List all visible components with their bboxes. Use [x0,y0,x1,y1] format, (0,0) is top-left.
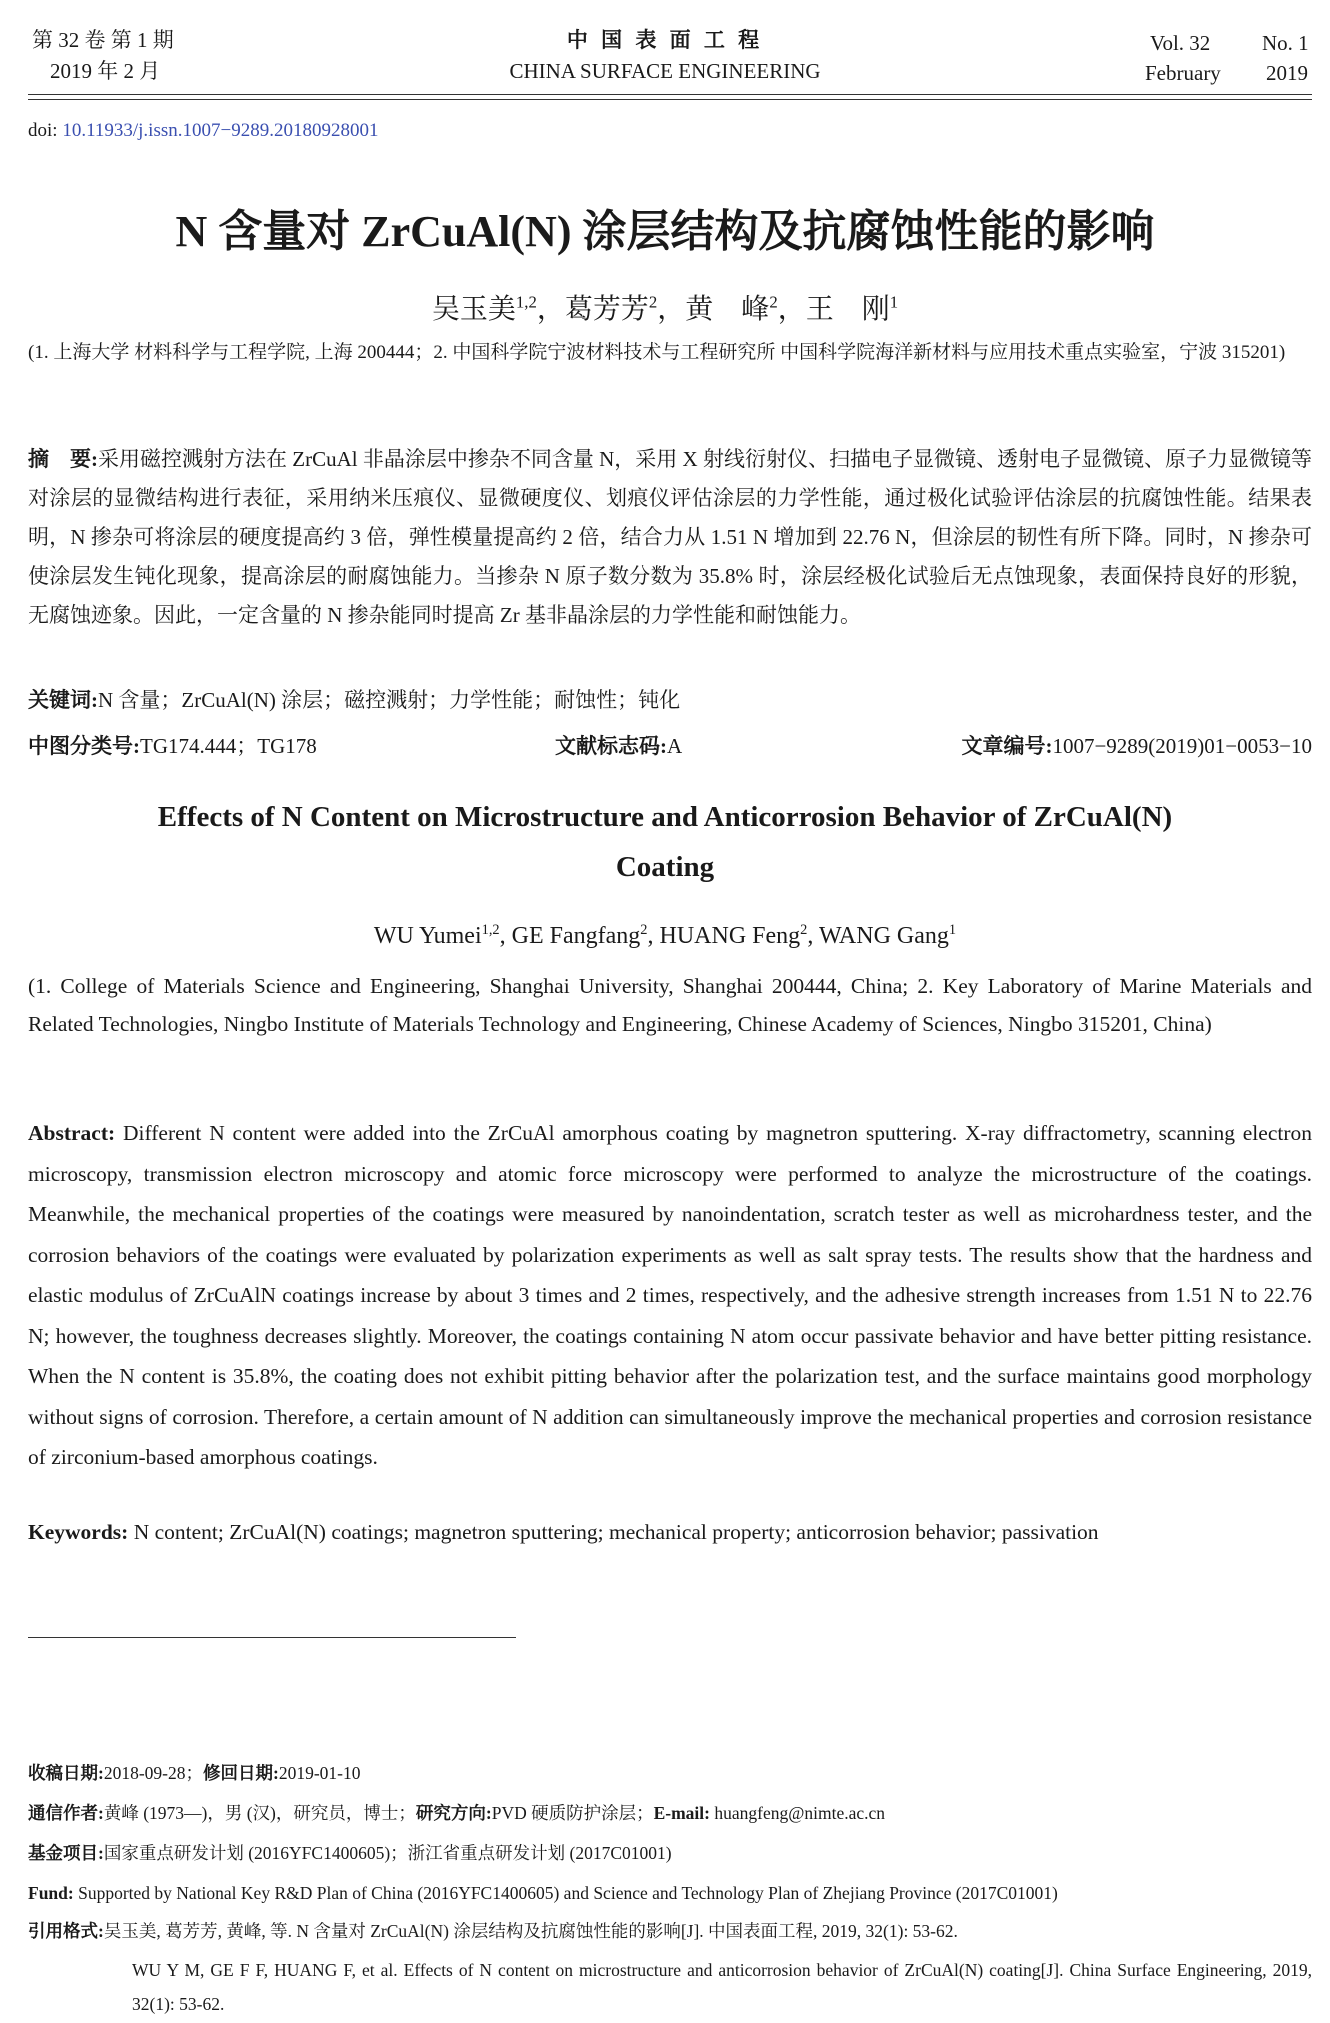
fund-cn-label: 基金项目: [28,1843,104,1863]
cite-cn-text: 吴玉美, 葛芳芳, 黄峰, 等. N 含量对 ZrCuAl(N) 涂层结构及抗腐蚀性能的影响[J]. 中国表面工程, 2019, 32(1): 53-62. [103,1921,958,1941]
author: 黄 峰 [685,294,770,325]
title-cn: N 含量对 ZrCuAl(N) 涂层结构及抗腐蚀性能的影响 [175,207,1155,256]
fund-cn-text: 国家重点研发计划 (2016YFC1400605)；浙江省重点研发计划 (2017C01001) [103,1843,672,1863]
doi [28,120,378,142]
email-link[interactable]: huangfeng@nimte.ac.cn [714,1803,886,1823]
document-code [555,730,682,760]
revised-label: 修回日期: [202,1763,279,1783]
author-sup: 1 [948,922,957,938]
article-label: 文章编号: [961,734,1053,758]
doi-label: doi: [28,120,58,141]
cite-label: 引用格式: [28,1921,104,1941]
received-date: 2018-09-28； [103,1763,203,1783]
author: 吴玉美 [431,294,516,325]
clc-number [28,730,317,760]
field-text: PVD 硬质防护涂层； [491,1803,654,1823]
journal-name-en: CHINA SURFACE ENGINEERING [509,59,821,83]
revised-date: 2019-01-10 [278,1763,361,1783]
abstract-en [28,1113,1312,1478]
header-rule [28,94,1312,95]
citation-en: WU Y M, GE F F, HUANG F, et al. Effects of N content on microstructure and anticorrosion behavior of ZrCuAl(N) coating[J]. China Surface Engineering, 2019, 32(1): 53-62. [132,1960,1312,2014]
authors-cn: 吴玉美$^{1,2}$，葛芳芳$^2$，黄 峰$^2$，王 刚$^1$ [431,292,899,325]
keywords-cn-label: 关键词: [28,688,98,712]
authors-en: WU Yumei$^{1,2}$, GE Fangfang$^2$, HUANG Feng$^2$, WANG Gang$^1$ [373,922,957,949]
corr-text: 黄峰 (1973—)，男 (汉)，研究员，博士； [103,1803,416,1823]
citation-cn [28,1918,1312,1944]
keywords-cn-text: N 含量；ZrCuAl(N) 涂层；磁控溅射；力学性能；耐蚀性；钝化 [98,688,681,712]
author: 葛芳芳 [564,294,649,325]
author-sup: 1,2 [481,922,500,938]
fund-en [28,1880,1312,1906]
doc-label: 文献标志码: [555,734,667,758]
header-rule-2 [28,99,1312,100]
doi-link[interactable]: 10.11933/j.issn.1007−9289.20180928001 [62,120,379,141]
author-sup: 2 [800,922,808,938]
received-dates [28,1760,1312,1786]
author: 王 刚 [805,294,890,325]
author: HUANG Feng [659,923,801,949]
article-value: 1007−9289(2019)01−0053−10 [1052,734,1312,758]
abstract-cn-text: 采用磁控溅射方法在 ZrCuAl 非晶涂层中掺杂不同含量 N，采用 X 射线衍射仪、扫描电子显微镜、透射电子显微镜、原子力显微镜等对涂层的显微结构进行表征，采用纳米压痕仪、显微硬度仪、划痕仪评估涂层的力学性能，通过极化试验评估涂层的抗腐蚀性能。结果表明，N 掺杂可将涂层的硬度提高约 3 倍，弹性模量提高约 2 倍，结合力从 1.51 N 增加到 22.76 N，但涂层的韧性有所下降。同时，N 掺杂可使涂层发生钝化现象，提高涂层的耐腐蚀能力。当掺杂 N 原子数分数为 35.8% 时，涂层经极化试验后无点蚀现象，表面保持良好的形貌，无腐蚀迹象。因此，一定含量的 N 掺杂能同时提高 Zr 基非晶涂层的力学性能和耐蚀能力。 [28,447,1312,627]
fund-en-label: Fund: [28,1883,74,1903]
clc-label: 中图分类号: [28,734,140,758]
abstract-cn [28,440,1312,635]
abstract-en-text: Different N content were added into the ZrCuAl amorphous coating by magnetron sputtering. X-ray diffractometry, scanning electron microscopy, transmission electron microscopy and atomic force microscopy were performed to analyze the microstructure of the coatings. Meanwhile, the mechanical properties of the coatings were measured by nanoindentation, scratch tester as well as microhardness tester, and the corrosion behaviors of the coatings were evaluated by polarization experiments as well as salt spray tests. The results show that the hardness and elastic modulus of ZrCuAlN coatings increase by about 3 times and 2 times, respectively, and the adhesive strength increases from 1.51 N to 22.76 N; however, the toughness decreases slightly. Moreover, the coatings containing N atom occur passivate behavior and have better pitting resistance. When the N content is 35.8%, the coating does not exhibit pitting behavior after the polarization test, and the surface maintains good morphology without signs of corrosion. Therefore, a certain amount of N addition can simultaneously improve the mechanical properties and corrosion resistance of zirconium-based amorphous coatings. [28,1121,1313,1469]
author-sup: 1 [889,292,899,312]
author-sup: 1,2 [515,292,537,312]
date-cn: 2019 年 2 月 [50,59,161,83]
abstract-cn-label: 摘 要: [28,447,98,471]
keywords-en-text: N content; ZrCuAl(N) coatings; magnetron sputtering; mechanical property; anticorrosion behavior; passivation [133,1520,1099,1544]
corr-label: 通信作者: [28,1803,104,1823]
abstract-en-label: Abstract: [28,1121,116,1145]
year: 2019 [1266,61,1308,85]
received-label: 收稿日期: [28,1763,104,1783]
author-sup: 2 [769,292,778,312]
volume: Vol. 32 [1150,31,1211,55]
clc-value: TG174.444；TG178 [140,734,317,758]
footnote-rule [28,1637,516,1638]
author: WANG Gang [818,923,949,949]
author: GE Fangfang [511,923,641,949]
keywords-en [28,1520,1099,1545]
author-sup: 2 [640,922,648,938]
email-label: E-mail: [653,1803,710,1823]
doc-value: A [667,734,683,758]
author: WU Yumei [373,923,482,949]
article-number [961,730,1312,760]
fund-cn [28,1840,1312,1866]
issue: No. 1 [1262,31,1309,55]
keywords-cn [28,684,680,714]
volume-issue-cn: 第 32 卷 第 1 期 [32,28,174,52]
corresponding-author [28,1800,1312,1826]
field-label: 研究方向: [415,1803,492,1823]
month: February [1145,61,1221,85]
author-sup: 2 [648,292,658,312]
journal-name-cn: 中 国 表 面 工 程 [566,28,764,52]
title-en: Effects of N Content on Microstructure and Anticorrosion Behavior of ZrCuAl(N) Coating [157,801,1173,883]
affiliations-en: (1. College of Materials Science and Engineering, Shanghai University, Shanghai 200444, China; 2. Key Laboratory of Marine Materials and Related Technologies, Ningbo Institute of Materials Technology and Engineering, Chinese Academy of Sciences, Ningbo 315201, China) [28,974,1312,1036]
fund-en-text: Supported by National Key R&D Plan of China (2016YFC1400605) and Science and Technology Plan of Zhejiang Province (2017C01001) [78,1883,1058,1903]
affiliations-cn: (1. 上海大学 材料科学与工程学院, 上海 200444；2. 中国科学院宁波材料技术与工程研究所 中国科学院海洋新材料与应用技术重点实验室，宁波 315201) [28,342,1286,363]
keywords-en-label: Keywords: [28,1520,129,1544]
